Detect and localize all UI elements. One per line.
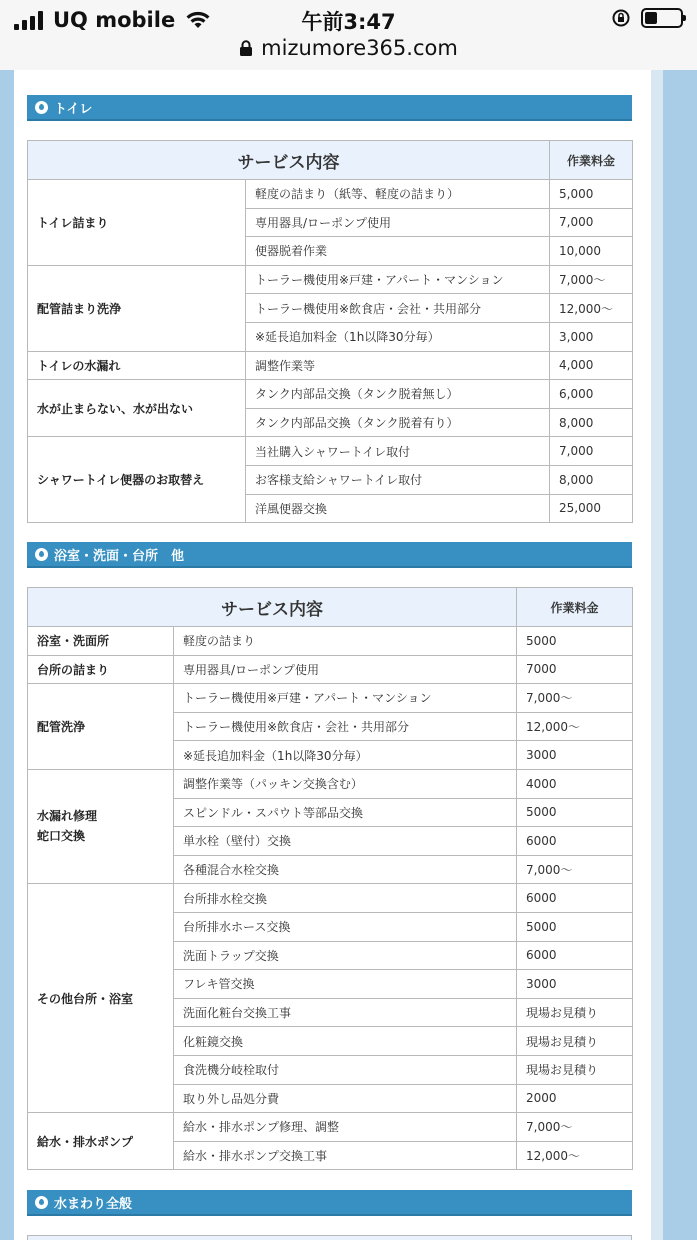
- price-cell: 4,000: [550, 351, 633, 380]
- item-cell: ※延長追加料金（1h以降30分毎）: [246, 322, 550, 351]
- header-price: 作業料金: [550, 141, 633, 180]
- item-cell: お客様支給シャワートイレ取付: [246, 465, 550, 494]
- price-cell: 8,000: [550, 408, 633, 437]
- price-cell: 2000: [517, 1084, 633, 1113]
- table-row: [28, 769, 633, 798]
- price-cell: 6000: [517, 827, 633, 856]
- table-top-edge: [27, 1235, 632, 1240]
- price-cell: 7,000〜: [517, 855, 633, 884]
- address-bar[interactable]: [0, 36, 697, 60]
- category-cell: 台所の詰まり: [28, 655, 174, 684]
- section-header-bath-kitchen: [27, 542, 632, 568]
- item-cell: 化粧鏡交換: [174, 1027, 517, 1056]
- section-header-general: [27, 1190, 632, 1216]
- table-row: [28, 1113, 633, 1142]
- price-cell: 7,000〜: [550, 265, 633, 294]
- category-cell: 水漏れ修理 蛇口交換: [28, 769, 174, 883]
- item-cell: 軽度の詰まり（紙等、軽度の詰まり）: [246, 180, 550, 209]
- status-bar: [0, 0, 697, 70]
- page-side-strip: [651, 70, 663, 1240]
- category-cell: 配管洗浄: [28, 684, 174, 770]
- item-cell: 台所排水ホース交換: [174, 912, 517, 941]
- section-title: トイレ: [54, 101, 93, 117]
- price-cell: 12,000〜: [517, 712, 633, 741]
- item-cell: トーラー機使用※戸建・アパート・マンション: [174, 684, 517, 713]
- price-cell: 6000: [517, 941, 633, 970]
- item-cell: 洗面トラップ交換: [174, 941, 517, 970]
- price-cell: 現場お見積り: [517, 1027, 633, 1056]
- item-cell: トーラー機使用※飲食店・会社・共用部分: [246, 294, 550, 323]
- table-row: [28, 437, 633, 466]
- price-cell: 5,000: [550, 180, 633, 209]
- item-cell: スピンドル・スパウト等部品交換: [174, 798, 517, 827]
- category-cell: その他台所・浴室: [28, 884, 174, 1113]
- water-drop-icon: [35, 1196, 48, 1209]
- item-cell: 取り外し品処分費: [174, 1084, 517, 1113]
- price-cell: 12,000〜: [550, 294, 633, 323]
- price-cell: 5000: [517, 798, 633, 827]
- url-text: mizumore365.com: [261, 36, 458, 60]
- category-cell: トイレ詰まり: [28, 180, 246, 266]
- category-cell: シャワートイレ便器のお取替え: [28, 437, 246, 523]
- table-row: [28, 351, 633, 380]
- item-cell: 専用器具/ローポンプ使用: [246, 208, 550, 237]
- category-cell: 給水・排水ポンプ: [28, 1113, 174, 1170]
- item-cell: 調整作業等: [246, 351, 550, 380]
- table-row: [28, 380, 633, 409]
- price-cell: 25,000: [550, 494, 633, 523]
- price-cell: 8,000: [550, 465, 633, 494]
- category-cell: 水が止まらない、水が出ない: [28, 380, 246, 437]
- header-service: サービス内容: [28, 588, 517, 627]
- table-row: [28, 180, 633, 209]
- table-row: [28, 627, 633, 656]
- item-cell: タンク内部品交換（タンク脱着無し）: [246, 380, 550, 409]
- section-title: 浴室・洗面・台所 他: [54, 548, 185, 564]
- price-cell: 4000: [517, 769, 633, 798]
- item-cell: 当社購入シャワートイレ取付: [246, 437, 550, 466]
- price-cell: 7000: [517, 655, 633, 684]
- header-service: サービス内容: [28, 141, 550, 180]
- price-cell: 6000: [517, 884, 633, 913]
- table-row: [28, 265, 633, 294]
- price-cell: 6,000: [550, 380, 633, 409]
- price-cell: 12,000〜: [517, 1141, 633, 1170]
- item-cell: フレキ管交換: [174, 970, 517, 999]
- header-price: 作業料金: [517, 588, 633, 627]
- item-cell: 軽度の詰まり: [174, 627, 517, 656]
- water-drop-icon: [35, 548, 48, 561]
- table-row: [28, 884, 633, 913]
- price-cell: 3000: [517, 970, 633, 999]
- table-header-row: [28, 588, 633, 627]
- section-header-toilet: [27, 95, 632, 121]
- price-table-bath-kitchen: [27, 587, 633, 1170]
- item-cell: トーラー機使用※戸建・アパート・マンション: [246, 265, 550, 294]
- rotation-lock-icon: [611, 8, 631, 28]
- item-cell: 単水栓（壁付）交換: [174, 827, 517, 856]
- price-cell: 3,000: [550, 322, 633, 351]
- price-cell: 7,000〜: [517, 1113, 633, 1142]
- water-drop-icon: [35, 101, 48, 114]
- page-content: [14, 70, 651, 1240]
- price-cell: 5000: [517, 627, 633, 656]
- item-cell: 洋風便器交換: [246, 494, 550, 523]
- item-cell: 給水・排水ポンプ修理、調整: [174, 1113, 517, 1142]
- price-cell: 5000: [517, 912, 633, 941]
- section-title: 水まわり全般: [54, 1196, 133, 1212]
- item-cell: 便器脱着作業: [246, 237, 550, 266]
- item-cell: 調整作業等（パッキン交換含む）: [174, 769, 517, 798]
- item-cell: 洗面化粧台交換工事: [174, 998, 517, 1027]
- table-row: [28, 684, 633, 713]
- category-cell: トイレの水漏れ: [28, 351, 246, 380]
- item-cell: タンク内部品交換（タンク脱着有り）: [246, 408, 550, 437]
- category-cell: 配管詰まり洗浄: [28, 265, 246, 351]
- status-time: 午前3:47: [301, 10, 396, 34]
- item-cell: 専用器具/ローポンプ使用: [174, 655, 517, 684]
- price-cell: 7,000: [550, 208, 633, 237]
- price-cell: 現場お見積り: [517, 1055, 633, 1084]
- item-cell: トーラー機使用※飲食店・会社・共用部分: [174, 712, 517, 741]
- table-row: [28, 655, 633, 684]
- category-cell: 浴室・洗面所: [28, 627, 174, 656]
- price-cell: 現場お見積り: [517, 998, 633, 1027]
- item-cell: 食洗機分岐栓取付: [174, 1055, 517, 1084]
- price-table-toilet: [27, 140, 633, 523]
- price-cell: 3000: [517, 741, 633, 770]
- item-cell: 給水・排水ポンプ交換工事: [174, 1141, 517, 1170]
- item-cell: 台所排水栓交換: [174, 884, 517, 913]
- item-cell: ※延長追加料金（1h以降30分毎）: [174, 741, 517, 770]
- item-cell: 各種混合水栓交換: [174, 855, 517, 884]
- price-cell: 7,000〜: [517, 684, 633, 713]
- table-header-row: [28, 141, 633, 180]
- carrier-name: UQ mobile: [53, 8, 176, 32]
- battery-icon: [641, 8, 683, 28]
- price-cell: 10,000: [550, 237, 633, 266]
- lock-icon: [239, 40, 253, 56]
- price-cell: 7,000: [550, 437, 633, 466]
